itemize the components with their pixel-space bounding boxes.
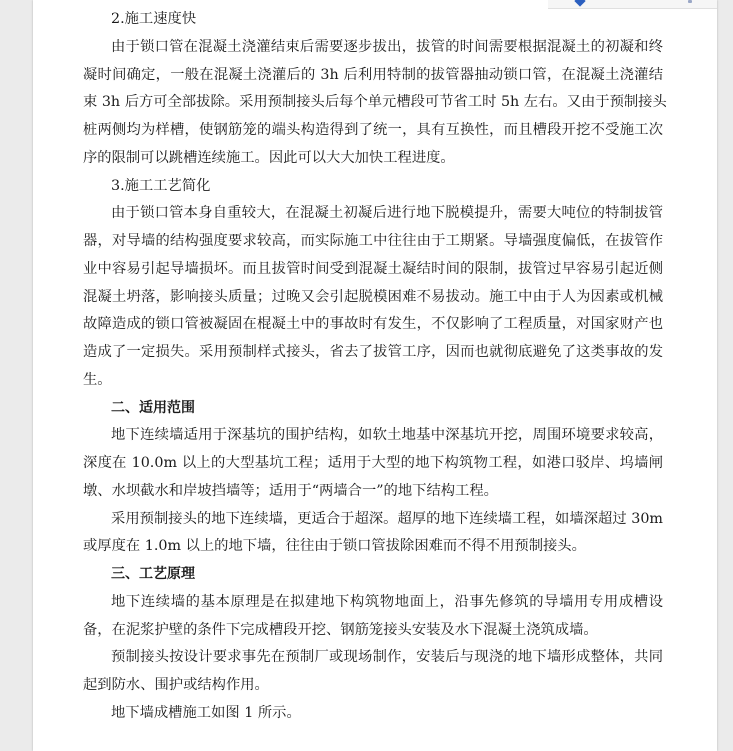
small-mark-icon bbox=[688, 0, 692, 3]
document-page bbox=[33, 0, 717, 751]
paragraph-line: 深度在 10.0m 以上的大型基坑工程；适用于大型的地下构筑物工程，如港口驳岸、坞墙闸 bbox=[83, 455, 663, 471]
paragraph-line: 业中容易引起导墙损坏。而且拔管时间受到混凝土凝结时间的限制，拔管过早容易引起近侧 bbox=[83, 260, 663, 277]
section-heading-scope: 二、适用范围 bbox=[111, 399, 195, 416]
paragraph-line: 地下连续墙适用于深基坑的围护结构，如软土地基中深基坑开挖，周围环境要求较高， bbox=[111, 427, 663, 444]
paragraph-line: 序的限制可以跳槽连续施工。因此可以大大加快工程进度。 bbox=[83, 149, 455, 166]
paragraph-line: 预制接头按设计要求事先在预制厂或现场制作，安装后与现浇的地下墙形成整体，共同 bbox=[111, 649, 663, 666]
paragraph-line: 束 3h 后方可全部拔除。采用预制接头后每个单元槽段可节省工时 5h 左右。又由于预制接头 bbox=[83, 94, 667, 111]
paragraph-line: 地下墙成槽施工如图 1 所示。 bbox=[111, 704, 301, 721]
paragraph-line: 备，在泥浆护壁的条件下完成槽段开挖、钢筋笼接头安装及水下混凝土浇筑成墙。 bbox=[83, 621, 598, 638]
paragraph-line: 由于锁口管本身自重较大，在混凝土初凝后进行地下脱模提升，需要大吨位的特制拔管 bbox=[111, 205, 663, 222]
paragraph-line: 地下连续墙的基本原理是在拟建地下构筑物地面上，沿事先修筑的导墙用专用成槽设 bbox=[111, 593, 663, 610]
paragraph-line: 起到防水、围护或结构作用。 bbox=[83, 677, 269, 693]
paragraph-line: 故障造成的锁口管被凝固在棍凝土中的事故时有发生，不仅影响了工程质量，对国家财产也 bbox=[83, 316, 663, 333]
paragraph-line: 墩、水坝截水和岸坡挡墙等；适用于“两墙合一”的地下结构工程。 bbox=[83, 482, 498, 499]
subheading-process: 3.施工工艺简化 bbox=[111, 177, 211, 194]
paragraph-line: 器，对导墙的结构强度要求较高，而实际施工中往往由于工期紧。导墙强度偏低，在拔管作 bbox=[83, 233, 663, 249]
paragraph-line: 生。 bbox=[83, 371, 112, 388]
paragraph-line: 混凝土坍落，影响接头质量；过晚又会引起脱模困难不易拔动。施工中由于人为因素或机械 bbox=[83, 288, 663, 305]
document-body bbox=[83, 6, 667, 728]
paragraph-line: 或厚度在 1.0m 以上的地下墙，往往由于锁口管拔除困难而不得不用预制接头。 bbox=[83, 538, 586, 555]
subheading-speed: 2.施工速度快 bbox=[111, 11, 197, 27]
paragraph-line: 由于锁口管在混凝土浇灌结束后需要逐步拔出，拔管的时间需要根据混凝土的初凝和终 bbox=[111, 38, 663, 55]
paragraph-line: 采用预制接头的地下连续墙，更适合于超深。超厚的地下连续墙工程，如墙深超过 30m bbox=[111, 510, 663, 527]
section-heading-principle: 三、工艺原理 bbox=[111, 566, 195, 582]
paragraph-line: 凝时间确定，一般在混凝土浇灌后的 3h 后利用特制的拔管器抽动锁口管，在混凝土浇灌结 bbox=[83, 66, 663, 83]
paragraph-line: 桩两侧均为样槽，使钢筋笼的端头构造得到了统一，具有互换性，而且槽段开挖不受施工次 bbox=[83, 122, 663, 138]
paragraph-line: 造成了一定损失。采用预制样式接头，省去了拔管工序，因而也就彻底避免了这类事故的发 bbox=[83, 344, 663, 360]
